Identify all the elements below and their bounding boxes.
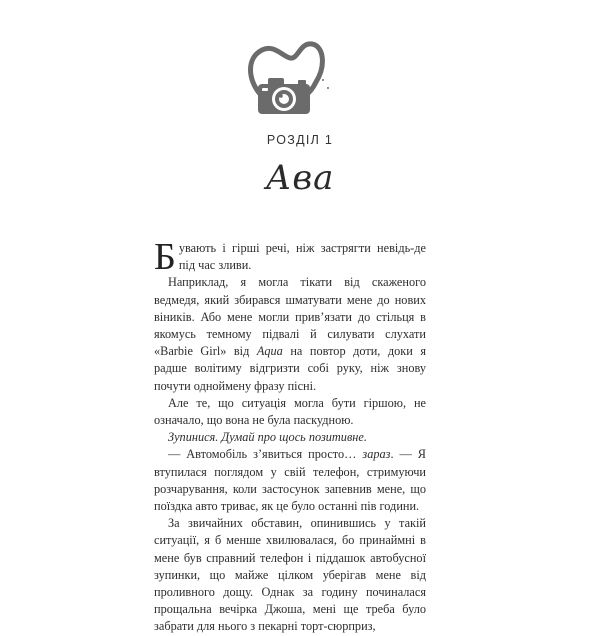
paragraph-text: Наприклад, я могла тікати від скаженого ведмедя, який збирався шматувати мене до нових віників. Або мене могли прив’язати до стільця в якомусь темному підвалі й силувати слухати «Barbie Girl» від bbox=[154, 275, 426, 359]
paragraph-text: на повтор доти, доки я радше волітиму відгризти собі руку, ніж знову почути одноймену фразу пісні. bbox=[154, 344, 426, 393]
chapter-label: РОЗДІЛ 1 bbox=[266, 133, 334, 147]
band-name: Aqua bbox=[256, 344, 283, 359]
chapter-title: Ава bbox=[265, 158, 335, 198]
paragraph-text: — Автомобіль з’явиться просто… bbox=[168, 447, 363, 462]
emphasis: зараз bbox=[362, 447, 391, 462]
paragraph: За звичайних обставин, опинившись у такій ситуації, я б менше хвилювалася, бо принаймні в мене був справний телефон і піддашок автобусної зупинки, що майже цілком уберігав мене від проливного дощу. Однак за годину починалася прощальна вечірка Джоша, мені ще треба було забрати для нього з пекарні торт-сюрприз, bbox=[154, 516, 426, 634]
paragraph-italic: Зупинися. Думай про щось позитивне. bbox=[168, 430, 367, 445]
drop-cap: Б bbox=[154, 236, 176, 278]
paragraph bbox=[154, 446, 426, 515]
paragraph-text: увають і гірші речі, ніж застрягти невідь-де під час зливи. bbox=[178, 241, 426, 273]
paragraph: Але те, що ситуація могла бути гіршою, не означало, що вона не була паскудною. bbox=[154, 395, 426, 428]
paragraph bbox=[154, 274, 426, 394]
camera-icon bbox=[238, 36, 338, 118]
body-text bbox=[154, 236, 426, 636]
paragraph-text: . — Я втупилася поглядом у свій телефон, стримуючи розчарування, коли застосунок запевнив мене, що поїздка авто триває, як це було останні пів години. bbox=[154, 447, 426, 514]
paragraph bbox=[154, 236, 426, 278]
